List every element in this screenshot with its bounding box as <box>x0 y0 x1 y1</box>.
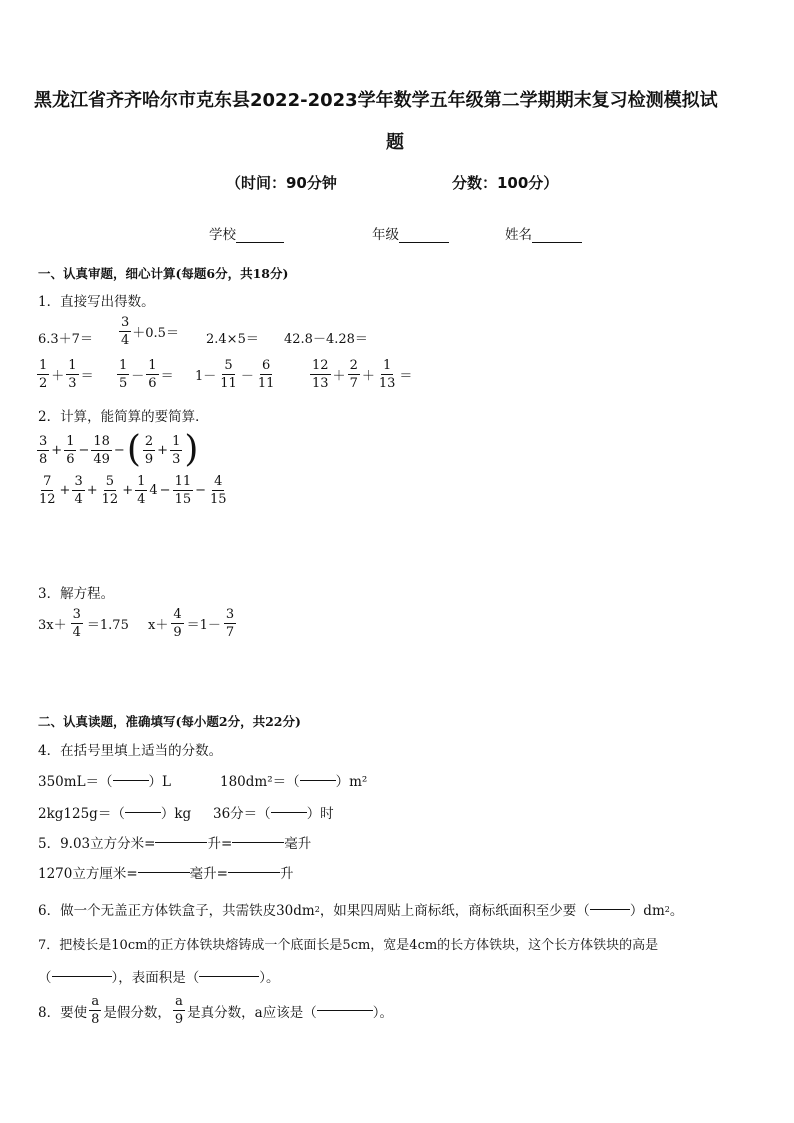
answer-blank[interactable] <box>125 812 161 813</box>
page-title-line1: 黑龙江省齐齐哈尔市克东县2022-2023学年数学五年级第二学期期末复习检测模拟试 <box>34 90 718 111</box>
q8: 8．要使 $\frac{a}{8}$ 是假分数， $\frac{a}{9}$ 是真分数，a应该是（ ）。 <box>38 994 393 1027</box>
name-field[interactable] <box>505 223 582 243</box>
answer-blank[interactable] <box>155 842 207 843</box>
q7-line-1: 7．把棱长是10cm的正方体铁块熔铸成一个底面长是5cm，宽是4cm的长方体铁块，这个长方体铁块的高是 <box>38 938 659 953</box>
section1-heading: 一、认真审题，细心计算(每题6分，共18分) <box>38 266 289 281</box>
answer-blank[interactable] <box>199 976 259 977</box>
school-label: 学校 <box>209 227 236 243</box>
q5-line-1: 5．9.03立方分米= 升= 毫升 <box>38 836 312 852</box>
answer-blank[interactable] <box>52 976 112 977</box>
grade-label: 年级 <box>372 227 399 243</box>
name-blank[interactable] <box>532 242 582 243</box>
q4-a: 350mL＝（ ）L <box>38 774 172 790</box>
q6: 6．做一个无盖正方体铁盒子，共需铁皮30dm 2 ，如果四周贴上商标纸，商标纸面积至少要（ ）dm 2 。 <box>38 903 684 919</box>
q1-r1-d: 42.8－4.28＝ <box>284 332 368 347</box>
q3-equation-2: x＋ $\frac{4}{9}$ ＝1－ $\frac{3}{7}$ <box>148 607 235 640</box>
q1-r2-c: 1－ $\frac{5}{11}$ － $\frac{6}{11}$ <box>195 358 275 391</box>
answer-blank[interactable] <box>317 1010 373 1011</box>
grade-field[interactable] <box>372 223 449 243</box>
q1-r2-d: $\frac{12}{13}$ ＋ $\frac{2}{7}$ ＋ $\frac{1}{13}$ ＝ <box>312 358 413 391</box>
q3-prompt: 3．解方程。 <box>38 586 115 602</box>
answer-blank[interactable] <box>113 780 149 781</box>
section2-heading: 二、认真读题，准确填写(每小题2分，共22分) <box>38 714 301 729</box>
q2-expression-2: $\frac{7}{12}$ + $\frac{3}{4}$ + $\frac{5}{12}$ + $\frac{1}{4}$ 4 − $\frac{11}{15}$ − $\frac{4}{15}$ <box>39 474 227 507</box>
school-field[interactable] <box>209 223 284 243</box>
answer-blank[interactable] <box>138 872 190 873</box>
answer-blank[interactable] <box>228 872 280 873</box>
answer-blank[interactable] <box>271 812 307 813</box>
exam-time: （时间：90分钟 <box>226 174 337 192</box>
q2-prompt: 2．计算，能简算的要简算． <box>38 409 209 425</box>
q1-r1-b: $\frac{3}{4}$ ＋0.5＝ <box>121 315 179 348</box>
q4-prompt: 4．在括号里填上适当的分数。 <box>38 743 223 759</box>
q1-r2-b: $\frac{1}{5}$ － $\frac{1}{6}$ ＝ <box>119 358 174 391</box>
q1-r2-a: $\frac{1}{2}$ ＋ $\frac{1}{3}$ ＝ <box>39 358 94 391</box>
answer-blank[interactable] <box>300 780 336 781</box>
q7-line-2: （ ），表面积是（ ）。 <box>38 970 280 986</box>
q4-c: 2kg125g＝（ ）kg <box>38 806 192 822</box>
grade-blank[interactable] <box>399 242 449 243</box>
answer-blank[interactable] <box>590 909 630 910</box>
q4-b: 180dm²＝（ ）m² <box>220 774 368 790</box>
school-blank[interactable] <box>236 242 284 243</box>
fraction: $\frac{3}{4}$ <box>121 315 130 348</box>
exam-score: 分数：100分） <box>452 174 559 192</box>
name-label: 姓名 <box>505 227 532 243</box>
answer-blank[interactable] <box>232 842 284 843</box>
q4-d: 36分＝（ ）时 <box>213 806 334 822</box>
q1-prompt: 1．直接写出得数。 <box>38 294 155 310</box>
page-title-line2: 题 <box>386 132 404 153</box>
q2-expression-1: $\frac{3}{8}$ + $\frac{1}{6}$ − $\frac{18}{49}$ − ( $\frac{2}{9}$ + $\frac{1}{3}$ ) <box>39 429 199 470</box>
q5-line-2: 1270立方厘米= 毫升= 升 <box>38 866 294 882</box>
q3-equation-1: 3x＋ $\frac{3}{4}$ ＝1.75 <box>38 607 129 640</box>
q1-r1-c: 2.4×5＝ <box>206 332 259 347</box>
q1-r1-a: 6.3＋7＝ <box>38 332 93 347</box>
